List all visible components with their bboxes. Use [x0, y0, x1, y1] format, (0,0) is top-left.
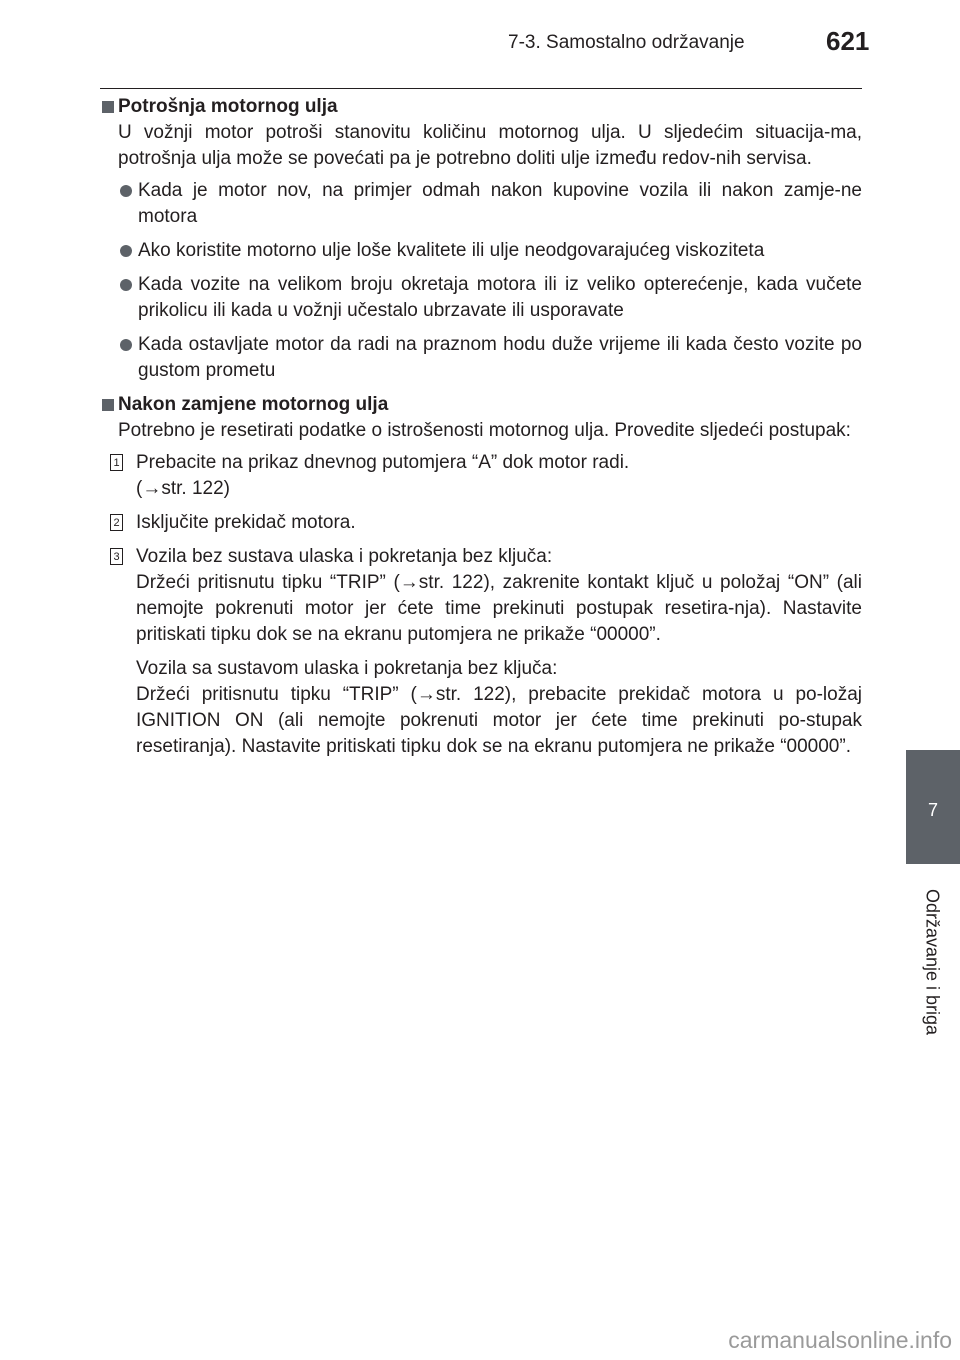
section-intro: U vožnji motor potroši stanovitu količinu motornog ulja. U sljedećim situacija-ma, potrošnja ulja može se povećati pa je potrebno doliti ulje između redov-nih servisa. [118, 122, 862, 169]
step-number-badge: 3 [110, 548, 123, 565]
step-text: Držeći pritisnutu tipku “TRIP” (→str. 122), zakrenite kontakt ključ u položaj “ON” (ali nemojte pokrenuti motor jer ćete time prekinuti postupak resetira-nja). Nastavite pritiskati tipku dok se na ekranu putomjera ne prikaže “00000”. [136, 572, 862, 645]
step-item [113, 510, 862, 536]
square-bullet-icon [102, 399, 114, 411]
page-reference: (→str. 122) [136, 478, 230, 499]
bullet-list [100, 178, 862, 384]
list-item-text: Kada ostavljate motor da radi na praznom hodu duže vrijeme ili kada često vozite po gustom prometu [138, 334, 862, 381]
step-list [100, 450, 862, 760]
step-text: Isključite prekidač motora. [136, 512, 356, 533]
header-title: 7-3. Samostalno održavanje [508, 32, 745, 53]
list-item [138, 272, 862, 324]
header-divider [100, 88, 862, 89]
round-bullet-icon [120, 245, 132, 257]
list-item-text: Ako koristite motorno ulje loše kvalitete ili ulje neodgovarajućeg viskoziteta [138, 240, 765, 261]
section-heading-text: Potrošnja motornog ulja [118, 96, 338, 117]
watermark: carmanualsonline.info [728, 1327, 952, 1353]
round-bullet-icon [120, 185, 132, 197]
section-heading-text: Nakon zamjene motornog ulja [118, 394, 389, 415]
round-bullet-icon [120, 339, 132, 351]
list-item [138, 332, 862, 384]
list-item-text: Kada vozite na velikom broju okretaja motora ili iz veliko opterećenje, kada vučete prikolicu ili kada u vožnji učestalo ubrzavate ili usporavate [138, 274, 862, 321]
step-number-badge: 2 [110, 514, 123, 531]
step-item [113, 544, 862, 760]
square-bullet-icon [102, 101, 114, 113]
chapter-tab-label: Održavanje i briga [922, 888, 943, 1036]
page-number: 621 [826, 26, 870, 56]
step-subheading: Vozila sa sustavom ulaska i pokretanja bez ključa: [136, 658, 558, 679]
section-intro: Potrebno je resetirati podatke o istrošenosti motornog ulja. Provedite sljedeći postupak: [118, 420, 851, 441]
list-item-text: Kada je motor nov, na primjer odmah nakon kupovine vozila ili nakon zamje-ne motora [138, 180, 862, 227]
chapter-tab-number: 7 [927, 800, 938, 820]
step-subheading: Vozila bez sustava ulaska i pokretanja bez ključa: [136, 546, 553, 567]
section-heading-oil-change [100, 392, 862, 418]
list-item [138, 178, 862, 230]
list-item [138, 238, 862, 264]
step-number-badge: 1 [110, 454, 123, 471]
step-text: Držeći pritisnutu tipku “TRIP” (→str. 122), prebacite prekidač motora u po-ložaj IGNITION ON (ali nemojte pokrenuti motor jer ćete time prekinuti po-stupak resetiranja). Nastavite pritiskati tipku dok se na ekranu putomjera ne prikaže “00000”. [136, 684, 862, 757]
section-heading-oil-consumption [100, 94, 862, 120]
step-item [113, 450, 862, 502]
chapter-tab [906, 750, 960, 864]
page-content [100, 94, 862, 768]
round-bullet-icon [120, 279, 132, 291]
step-text: Prebacite na prikaz dnevnog putomjera “A” dok motor radi. [136, 452, 630, 473]
